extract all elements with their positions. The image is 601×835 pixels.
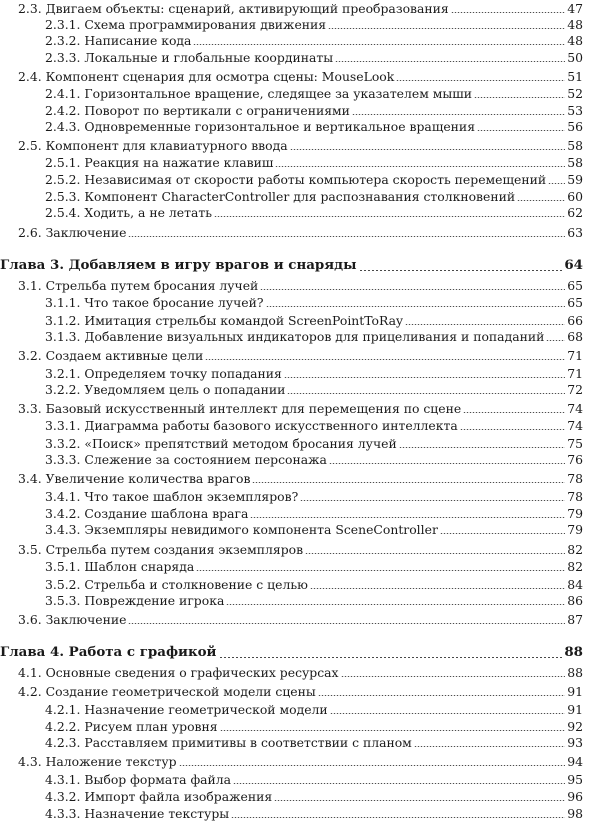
dot-leader (463, 412, 565, 413)
toc-subsection-entry (45, 50, 583, 66)
toc-page-number: 48 (567, 33, 583, 48)
dot-leader (252, 482, 565, 483)
toc-subsection-entry (45, 295, 583, 311)
toc-entry-title: 3.2.2. Уведомляем цель о попадании (45, 382, 286, 397)
toc-page-number: 92 (567, 719, 583, 734)
toc-entry-title: 3.4.1. Что такое шаблон экземпляров? (45, 489, 299, 504)
dot-leader (128, 623, 565, 624)
toc-page-number: 50 (567, 50, 583, 65)
toc-page-number: 71 (567, 366, 583, 381)
toc-page-number: 94 (567, 754, 583, 769)
toc-page-number: 52 (567, 86, 583, 101)
dot-leader (266, 306, 566, 307)
toc-page-number: 91 (567, 702, 583, 717)
dot-leader (233, 783, 565, 784)
toc-entry-title: 4.2. Создание геометрической модели сцены (18, 684, 316, 699)
toc-page-number: 68 (567, 329, 583, 344)
dot-leader (396, 80, 565, 81)
toc-subsection-entry (45, 86, 583, 102)
toc-page-number: 58 (567, 138, 583, 153)
toc-page-number: 82 (567, 559, 583, 574)
toc-entry-title: 4.3. Наложение текстур (18, 754, 177, 769)
toc-page-number: 95 (567, 772, 583, 787)
toc-entry-title: 3.4.2. Создание шаблона врага (45, 506, 249, 521)
toc-section-entry (18, 1, 583, 17)
toc-entry-title: 3.1.3. Добавление визуальных индикаторов для прицеливания и попаданий (45, 329, 545, 344)
toc-entry-title: 2.5.3. Компонент CharacterController для распознавания столкновений (45, 189, 516, 204)
toc-subsection-entry (45, 559, 583, 575)
toc-entry-title: 4.2.3. Расставляем примитивы в соответствии с планом (45, 735, 412, 750)
toc-entry-title: 2.4.3. Одновременные горизонтальное и вертикальное вращения (45, 119, 476, 134)
toc-entry-title: 3.5.2. Стрельба и столкновение с целью (45, 577, 308, 592)
toc-subsection-entry (45, 489, 583, 505)
dot-leader (205, 359, 565, 360)
toc-subsection-entry (45, 522, 583, 538)
toc-subsection-entry (45, 382, 583, 398)
toc-entry-title: 2.6. Заключение (18, 225, 127, 240)
toc-page-number: 96 (567, 789, 583, 804)
toc-page-number: 74 (567, 401, 583, 416)
toc-entry-title: 3.3.3. Слежение за состоянием персонажа (45, 452, 327, 467)
dot-leader (214, 216, 565, 217)
dot-leader (460, 429, 565, 430)
dot-leader (275, 166, 565, 167)
dot-leader (517, 200, 565, 201)
dot-leader (414, 746, 565, 747)
toc-subsection-entry (45, 119, 583, 135)
dot-leader (196, 570, 565, 571)
toc-entry-title: 4.3.2. Импорт файла изображения (45, 789, 273, 804)
toc-page-number: 78 (567, 489, 583, 504)
toc-section-entry (18, 684, 583, 700)
toc-subsection-entry (45, 155, 583, 171)
dot-leader (220, 730, 566, 731)
toc-section-entry (18, 542, 583, 558)
toc-subsection-entry (45, 452, 583, 468)
toc-entry-title: 2.3.1. Схема программирования движения (45, 17, 327, 32)
toc-entry-title: 2.4.2. Поворот по вертикали с ограничениями (45, 103, 350, 118)
dot-leader (546, 340, 565, 341)
toc-page-number: 47 (567, 1, 583, 16)
toc-entry-title: 4.3.3. Назначение текстуры (45, 806, 230, 821)
dot-leader (193, 44, 565, 45)
toc-section-entry (18, 612, 583, 628)
dot-leader (474, 97, 565, 98)
toc-subsection-entry (45, 329, 583, 345)
toc-entry-title: 2.3.3. Локальные и глобальные координаты (45, 50, 334, 65)
toc-entry-title: 4.3.1. Выбор формата файла (45, 772, 232, 787)
toc-entry-title: 3.6. Заключение (18, 612, 127, 627)
toc-page-number: 72 (567, 382, 583, 397)
dot-leader (405, 324, 565, 325)
toc-subsection-entry (45, 366, 583, 382)
dot-leader (329, 463, 565, 464)
toc-page-number: 66 (567, 313, 583, 328)
toc-entry-title: 3.2.1. Определяем точку попадания (45, 366, 282, 381)
toc-section-entry (18, 225, 583, 241)
toc-entry-title: 2.4. Компонент сценария для осмотра сцены: MouseLook (18, 69, 395, 84)
dot-leader (477, 130, 565, 131)
dot-leader (310, 588, 565, 589)
toc-page-number: 78 (567, 471, 583, 486)
toc-page-number: 75 (567, 436, 583, 451)
toc-subsection-entry (45, 313, 583, 329)
toc-entry-title: 2.5.4. Ходить, а не летать (45, 205, 212, 220)
dot-leader (287, 393, 565, 394)
toc-entry-title: 2.5.1. Реакция на нажатие клавиш (45, 155, 274, 170)
dot-leader (290, 149, 566, 150)
toc-page-number: 93 (567, 735, 583, 750)
toc-section-entry (18, 754, 583, 770)
toc-page-number: 56 (567, 119, 583, 134)
toc-subsection-entry (45, 506, 583, 522)
toc-entry-title: Глава 3. Добавляем в игру врагов и снаряды (0, 257, 357, 273)
toc-page-number: 65 (567, 278, 583, 293)
toc-entry-title: 2.4.1. Горизонтальное вращение, следящее за указателем мыши (45, 86, 473, 101)
toc-subsection-entry (45, 103, 583, 119)
toc-page-number: 64 (564, 257, 583, 273)
toc-page-number: 71 (567, 348, 583, 363)
toc-page-number: 86 (567, 593, 583, 608)
dot-leader (219, 657, 563, 658)
toc-section-entry (18, 401, 583, 417)
toc-subsection-entry (45, 418, 583, 434)
toc-page-number: 79 (567, 522, 583, 537)
toc-entry-title: 3.5.1. Шаблон снаряда (45, 559, 195, 574)
toc-page-number: 74 (567, 418, 583, 433)
dot-leader (260, 289, 565, 290)
toc-entry-title: 4.2.1. Назначение геометрической модели (45, 702, 328, 717)
toc-section-entry (18, 665, 583, 681)
dot-leader (284, 377, 565, 378)
dot-leader (341, 676, 566, 677)
toc-subsection-entry (45, 189, 583, 205)
dot-leader (330, 713, 566, 714)
toc-page-number: 88 (567, 665, 583, 680)
dot-leader (274, 800, 565, 801)
toc-page-number: 98 (567, 806, 583, 821)
toc-entry-title: 4.1. Основные сведения о графических ресурсах (18, 665, 339, 680)
dot-leader (179, 765, 566, 766)
toc-entry-title: 2.5. Компонент для клавиатурного ввода (18, 138, 288, 153)
toc-page-number: 88 (564, 644, 583, 660)
toc-subsection-entry (45, 205, 583, 221)
toc-subsection-entry (45, 702, 583, 718)
toc-section-entry (18, 138, 583, 154)
dot-leader (328, 28, 565, 29)
toc-page-number: 63 (567, 225, 583, 240)
toc-section-entry (18, 471, 583, 487)
toc-entry-title: 3.5.3. Повреждение игрока (45, 593, 225, 608)
toc-subsection-entry (45, 436, 583, 452)
toc-entry-title: Глава 4. Работа с графикой (0, 644, 217, 660)
dot-leader (451, 12, 565, 13)
toc-page-number: 51 (567, 69, 583, 84)
toc-page-number: 60 (567, 189, 583, 204)
toc-page-number: 53 (567, 103, 583, 118)
toc-entry-title: 2.5.2. Независимая от скорости работы компьютера скорость перемещений (45, 172, 547, 187)
dot-leader (226, 604, 565, 605)
toc-entry-title: 3.3.2. «Поиск» препятствий методом бросания лучей (45, 436, 397, 451)
toc-page-number: 59 (567, 172, 583, 187)
toc-page-number: 82 (567, 542, 583, 557)
toc-chapter-entry (0, 644, 583, 662)
dot-leader (352, 114, 565, 115)
toc-chapter-entry (0, 257, 583, 275)
toc-page-number: 79 (567, 506, 583, 521)
dot-leader (128, 236, 565, 237)
toc-page-number: 91 (567, 684, 583, 699)
dot-leader (305, 553, 565, 554)
toc-subsection-entry (45, 789, 583, 805)
toc-section-entry (18, 69, 583, 85)
toc-entry-title: 3.4. Увеличение количества врагов (18, 471, 251, 486)
toc-subsection-entry (45, 172, 583, 188)
toc-entry-title: 4.2.2. Рисуем план уровня (45, 719, 218, 734)
toc-entry-title: 3.1. Стрельба путем бросания лучей (18, 278, 259, 293)
toc-subsection-entry (45, 33, 583, 49)
dot-leader (250, 517, 565, 518)
toc-page-number: 76 (567, 452, 583, 467)
toc-entry-title: 3.3.1. Диаграмма работы базового искусственного интеллекта (45, 418, 458, 433)
toc-page-number: 84 (567, 577, 583, 592)
toc-subsection-entry (45, 593, 583, 609)
toc-entry-title: 2.3.2. Написание кода (45, 33, 192, 48)
dot-leader (300, 500, 565, 501)
dot-leader (231, 817, 565, 818)
dot-leader (335, 61, 565, 62)
toc-subsection-entry (45, 719, 583, 735)
dot-leader (548, 183, 565, 184)
toc-entry-title: 3.3. Базовый искусственный интеллект для перемещения по сцене (18, 401, 462, 416)
toc-subsection-entry (45, 735, 583, 751)
toc-page-number: 58 (567, 155, 583, 170)
toc-subsection-entry (45, 577, 583, 593)
toc-page-number: 65 (567, 295, 583, 310)
toc-entry-title: 3.5. Стрельба путем создания экземпляров (18, 542, 304, 557)
dot-leader (440, 533, 565, 534)
toc-entry-title: 3.4.3. Экземпляры невидимого компонента SceneController (45, 522, 438, 537)
toc-page-number: 87 (567, 612, 583, 627)
toc-section-entry (18, 348, 583, 364)
toc-subsection-entry (45, 772, 583, 788)
toc-subsection-entry (45, 806, 583, 822)
dot-leader (318, 695, 565, 696)
toc-page-number: 48 (567, 17, 583, 32)
toc-section-entry (18, 278, 583, 294)
toc-entry-title: 3.1.1. Что такое бросание лучей? (45, 295, 264, 310)
toc-entry-title: 3.2. Создаем активные цели (18, 348, 204, 363)
dot-leader (399, 447, 565, 448)
toc-page-number: 62 (567, 205, 583, 220)
dot-leader (359, 270, 563, 271)
toc-entry-title: 3.1.2. Имитация стрельбы командой ScreenPointToRay (45, 313, 404, 328)
toc-entry-title: 2.3. Двигаем объекты: сценарий, активирующий преобразования (18, 1, 449, 16)
toc-subsection-entry (45, 17, 583, 33)
